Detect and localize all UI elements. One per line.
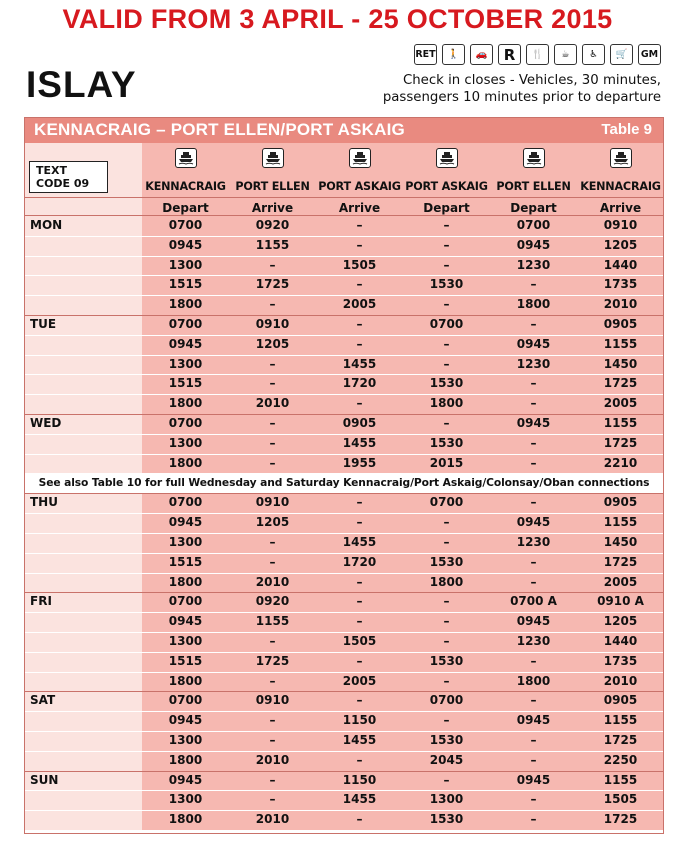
column-direction: Arrive bbox=[599, 201, 642, 215]
time-cell: 1505 bbox=[342, 634, 377, 648]
time-cell: 0945 bbox=[168, 614, 203, 629]
time-cell: 0700 bbox=[168, 416, 203, 430]
time-cell: 1530 bbox=[429, 554, 464, 569]
time-cell: 0700 bbox=[168, 495, 203, 510]
day-label: MON bbox=[30, 218, 63, 232]
time-cell: 1515 bbox=[168, 554, 203, 569]
time-cell: 0905 bbox=[342, 416, 377, 430]
time-cell: – bbox=[530, 554, 537, 569]
time-cell: 1530 bbox=[429, 733, 464, 747]
time-cell: 1720 bbox=[342, 554, 377, 569]
time-cell: – bbox=[530, 495, 537, 510]
time-cell: – bbox=[443, 218, 450, 232]
time-cell: 0905 bbox=[603, 693, 638, 708]
coffee-icon: ☕ bbox=[554, 44, 577, 65]
time-cell: 1300 bbox=[168, 535, 203, 549]
table-frame bbox=[24, 117, 664, 834]
time-cell: 0945 bbox=[168, 713, 203, 728]
text-code-line-1: TEXT bbox=[36, 164, 68, 177]
time-cell: 1300 bbox=[168, 634, 203, 648]
time-cell: – bbox=[443, 257, 450, 272]
time-cell: 1155 bbox=[603, 416, 638, 430]
shop-icon: 🛒 bbox=[610, 44, 633, 65]
time-cell: 0700 bbox=[429, 495, 464, 510]
time-cell: 1530 bbox=[429, 435, 464, 450]
time-cell: – bbox=[269, 772, 276, 787]
time-cell: – bbox=[269, 416, 276, 430]
time-cell: 1155 bbox=[603, 515, 638, 530]
time-cell: 2005 bbox=[342, 673, 377, 688]
time-cell: – bbox=[443, 772, 450, 787]
time-cell: – bbox=[443, 594, 450, 609]
checkin-line-2: passengers 10 minutes prior to departure bbox=[382, 90, 661, 105]
time-cell: – bbox=[530, 455, 537, 470]
time-cell: 0700 bbox=[429, 317, 464, 331]
time-cell: 0905 bbox=[603, 495, 638, 510]
day-label: SUN bbox=[30, 772, 59, 787]
time-cell: – bbox=[530, 752, 537, 767]
time-cell: – bbox=[356, 812, 363, 827]
time-cell: – bbox=[443, 515, 450, 530]
time-cell: 1230 bbox=[516, 356, 551, 371]
time-cell: – bbox=[269, 356, 276, 371]
time-cell: 1455 bbox=[342, 356, 377, 371]
time-cell: 1515 bbox=[168, 376, 203, 391]
time-cell: 1530 bbox=[429, 653, 464, 668]
time-cell: 1230 bbox=[516, 257, 551, 272]
time-cell: 0700 bbox=[429, 693, 464, 708]
time-cell: – bbox=[530, 277, 537, 292]
time-cell: 1230 bbox=[516, 535, 551, 549]
time-cell: – bbox=[530, 574, 537, 589]
time-cell: 1440 bbox=[603, 257, 638, 272]
time-cell: – bbox=[443, 614, 450, 629]
time-cell: 1300 bbox=[168, 435, 203, 450]
column-stop-name: PORT ELLEN bbox=[235, 180, 310, 193]
day-label: FRI bbox=[30, 594, 52, 609]
time-cell: 0910 A bbox=[597, 594, 644, 609]
column-direction: Depart bbox=[510, 201, 557, 215]
time-cell: 0700 A bbox=[510, 594, 557, 609]
ret-icon: RET bbox=[414, 44, 437, 65]
time-cell: 0905 bbox=[603, 317, 638, 331]
wheelchair-icon: ♿ bbox=[582, 44, 605, 65]
time-cell: – bbox=[356, 653, 363, 668]
time-cell: 1455 bbox=[342, 792, 377, 807]
time-cell: – bbox=[269, 792, 276, 807]
route-title: KENNACRAIG – PORT ELLEN/PORT ASKAIG bbox=[34, 120, 405, 139]
time-cell: – bbox=[356, 218, 363, 232]
time-cell: – bbox=[443, 713, 450, 728]
column-direction: Arrive bbox=[251, 201, 294, 215]
time-cell: 1800 bbox=[516, 297, 551, 312]
time-cell: – bbox=[356, 495, 363, 510]
time-cell: – bbox=[443, 356, 450, 371]
facility-icons bbox=[414, 44, 661, 65]
time-cell: 0910 bbox=[255, 495, 290, 510]
reservation-icon: R bbox=[498, 44, 521, 65]
time-cell: 1530 bbox=[429, 812, 464, 827]
time-cell: – bbox=[269, 673, 276, 688]
time-cell: – bbox=[530, 396, 537, 411]
time-cell: 2250 bbox=[603, 752, 638, 767]
time-cell: – bbox=[269, 535, 276, 549]
time-cell: 0945 bbox=[516, 336, 551, 351]
time-cell: 0945 bbox=[516, 713, 551, 728]
island-title: ISLAY bbox=[26, 64, 137, 105]
time-cell: 1800 bbox=[168, 297, 203, 312]
time-cell: – bbox=[530, 435, 537, 450]
time-cell: 0700 bbox=[168, 218, 203, 232]
time-cell: 2015 bbox=[429, 455, 464, 470]
day-label: THU bbox=[30, 495, 58, 510]
time-cell: – bbox=[356, 614, 363, 629]
time-cell: 1800 bbox=[168, 574, 203, 589]
time-cell: 0945 bbox=[168, 515, 203, 530]
time-cell: 1300 bbox=[168, 356, 203, 371]
time-cell: 1800 bbox=[429, 574, 464, 589]
time-cell: – bbox=[443, 416, 450, 430]
time-cell: 2005 bbox=[603, 574, 638, 589]
column-stop-name: PORT ELLEN bbox=[496, 180, 571, 193]
time-cell: – bbox=[443, 336, 450, 351]
time-cell: – bbox=[356, 693, 363, 708]
time-cell: – bbox=[530, 812, 537, 827]
time-cell: 1720 bbox=[342, 376, 377, 391]
time-cell: – bbox=[530, 376, 537, 391]
time-cell: – bbox=[269, 435, 276, 450]
time-cell: 2045 bbox=[429, 752, 464, 767]
time-cell: 0945 bbox=[516, 772, 551, 787]
time-cell: 1505 bbox=[342, 257, 377, 272]
time-cell: – bbox=[356, 237, 363, 252]
day-label: TUE bbox=[30, 317, 57, 331]
time-cell: 1725 bbox=[255, 653, 290, 668]
column-direction: Depart bbox=[423, 201, 470, 215]
time-cell: – bbox=[356, 317, 363, 331]
time-cell: 0700 bbox=[516, 218, 551, 232]
time-cell: 1725 bbox=[603, 435, 638, 450]
time-cell: 0945 bbox=[516, 515, 551, 530]
time-cell: – bbox=[356, 594, 363, 609]
time-cell: 0920 bbox=[255, 594, 290, 609]
time-cell: 1205 bbox=[603, 237, 638, 252]
time-cell: 1455 bbox=[342, 435, 377, 450]
time-cell: 1800 bbox=[516, 673, 551, 688]
time-cell: – bbox=[443, 237, 450, 252]
time-cell: 1515 bbox=[168, 277, 203, 292]
time-cell: 1800 bbox=[168, 455, 203, 470]
car-icon: 🚗 bbox=[470, 44, 493, 65]
time-cell: 1155 bbox=[255, 614, 290, 629]
time-cell: 0945 bbox=[516, 237, 551, 252]
time-cell: 0910 bbox=[255, 693, 290, 708]
time-cell: 1455 bbox=[342, 535, 377, 549]
time-cell: 0945 bbox=[516, 416, 551, 430]
time-cell: – bbox=[269, 257, 276, 272]
time-cell: 1735 bbox=[603, 653, 638, 668]
time-cell: 1300 bbox=[168, 257, 203, 272]
time-cell: 0920 bbox=[255, 218, 290, 232]
time-cell: 1800 bbox=[168, 396, 203, 411]
time-cell: 2005 bbox=[603, 396, 638, 411]
time-cell: 1955 bbox=[342, 455, 377, 470]
time-cell: 1725 bbox=[603, 376, 638, 391]
time-cell: – bbox=[356, 336, 363, 351]
connection-note: See also Table 10 for full Wednesday and Saturday Kennacraig/Port Askaig/Colonsay/Oban connections bbox=[24, 473, 664, 493]
time-cell: 1455 bbox=[342, 733, 377, 747]
time-cell: 1155 bbox=[603, 713, 638, 728]
time-cell: 2010 bbox=[603, 297, 638, 312]
time-cell: – bbox=[530, 733, 537, 747]
time-cell: – bbox=[530, 317, 537, 331]
time-cell: – bbox=[269, 376, 276, 391]
time-cell: – bbox=[356, 277, 363, 292]
time-cell: 1725 bbox=[255, 277, 290, 292]
column-direction: Depart bbox=[162, 201, 209, 215]
time-cell: 0945 bbox=[516, 614, 551, 629]
time-cell: 2010 bbox=[603, 673, 638, 688]
time-cell: 1515 bbox=[168, 653, 203, 668]
time-cell: 1300 bbox=[168, 792, 203, 807]
checkin-note bbox=[383, 72, 661, 106]
time-cell: – bbox=[269, 634, 276, 648]
column-stop-name: PORT ASKAIG bbox=[405, 180, 488, 193]
time-cell: 1800 bbox=[429, 396, 464, 411]
time-cell: 1800 bbox=[168, 812, 203, 827]
time-cell: 1155 bbox=[603, 336, 638, 351]
time-cell: 1800 bbox=[168, 752, 203, 767]
time-cell: – bbox=[269, 733, 276, 747]
time-cell: 0945 bbox=[168, 336, 203, 351]
time-cell: – bbox=[269, 554, 276, 569]
time-cell: – bbox=[269, 455, 276, 470]
time-cell: 1205 bbox=[603, 614, 638, 629]
time-cell: – bbox=[443, 673, 450, 688]
day-label: WED bbox=[30, 416, 62, 430]
day-label: SAT bbox=[30, 693, 56, 708]
time-cell: – bbox=[530, 653, 537, 668]
time-cell: – bbox=[269, 297, 276, 312]
time-cell: – bbox=[356, 396, 363, 411]
time-cell: 0700 bbox=[168, 693, 203, 708]
time-cell: 1450 bbox=[603, 356, 638, 371]
time-cell: 2010 bbox=[255, 396, 290, 411]
time-cell: 0945 bbox=[168, 237, 203, 252]
time-cell: – bbox=[530, 792, 537, 807]
time-cell: 1155 bbox=[603, 772, 638, 787]
time-cell: 1150 bbox=[342, 772, 377, 787]
time-cell: – bbox=[443, 297, 450, 312]
column-stop-name: KENNACRAIG bbox=[145, 180, 226, 193]
time-cell: – bbox=[356, 574, 363, 589]
column-stop-name: PORT ASKAIG bbox=[318, 180, 401, 193]
time-cell: – bbox=[269, 713, 276, 728]
time-cell: 1735 bbox=[603, 277, 638, 292]
time-cell: 1205 bbox=[255, 336, 290, 351]
time-cell: 2210 bbox=[603, 455, 638, 470]
column-stop-name: KENNACRAIG bbox=[580, 180, 661, 193]
time-cell: 1725 bbox=[603, 733, 638, 747]
time-cell: 2005 bbox=[342, 297, 377, 312]
walk-icon: 🚶 bbox=[442, 44, 465, 65]
column-direction: Arrive bbox=[338, 201, 381, 215]
checkin-line-1: Check in closes - Vehicles, 30 minutes, bbox=[402, 73, 661, 88]
table-number: Table 9 bbox=[601, 121, 652, 138]
time-cell: 1505 bbox=[603, 792, 638, 807]
time-cell: 1725 bbox=[603, 812, 638, 827]
time-cell: – bbox=[443, 535, 450, 549]
time-cell: – bbox=[356, 752, 363, 767]
validity-banner: VALID FROM 3 APRIL - 25 OCTOBER 2015 bbox=[62, 4, 613, 34]
time-cell: 2010 bbox=[255, 812, 290, 827]
time-cell: 0700 bbox=[168, 594, 203, 609]
time-cell: 1155 bbox=[255, 237, 290, 252]
time-cell: 1205 bbox=[255, 515, 290, 530]
time-cell: 1150 bbox=[342, 713, 377, 728]
time-cell: 0910 bbox=[603, 218, 638, 232]
time-cell: 1800 bbox=[168, 673, 203, 688]
text-code-line-2: CODE 09 bbox=[36, 177, 90, 190]
time-cell: 2010 bbox=[255, 574, 290, 589]
time-cell: – bbox=[356, 515, 363, 530]
time-cell: 1530 bbox=[429, 277, 464, 292]
time-cell: 1300 bbox=[168, 733, 203, 747]
time-cell: 0910 bbox=[255, 317, 290, 331]
time-cell: 1725 bbox=[603, 554, 638, 569]
gm-icon: GM bbox=[638, 44, 661, 65]
time-cell: – bbox=[443, 634, 450, 648]
time-cell: 0945 bbox=[168, 772, 203, 787]
time-cell: 2010 bbox=[255, 752, 290, 767]
time-cell: – bbox=[530, 693, 537, 708]
time-cell: 1530 bbox=[429, 376, 464, 391]
time-cell: 1450 bbox=[603, 535, 638, 549]
time-cell: 0700 bbox=[168, 317, 203, 331]
time-cell: 1300 bbox=[429, 792, 464, 807]
restaurant-icon: 🍴 bbox=[526, 44, 549, 65]
time-cell: 1440 bbox=[603, 634, 638, 648]
time-cell: 1230 bbox=[516, 634, 551, 648]
